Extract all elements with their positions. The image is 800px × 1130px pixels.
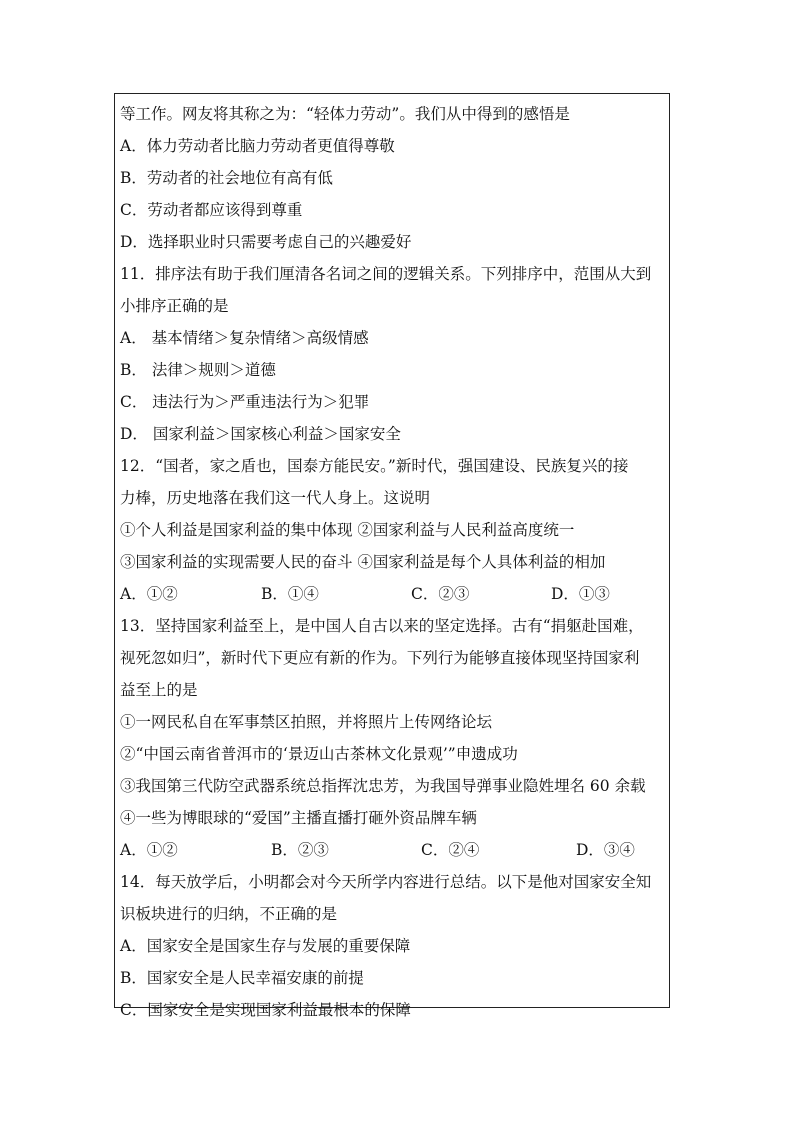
option-c: C．②④	[421, 841, 480, 859]
statement-line: ③我国第三代防空武器系统总指挥沈忠芳，为我国导弹事业隐姓埋名 60 余载	[120, 777, 646, 795]
option-c: C．②③	[411, 585, 470, 603]
option-b: B．①④	[261, 585, 319, 603]
option-a: A．①②	[120, 841, 178, 859]
statement-line: ③国家利益的实现需要人民的奋斗 ④国家利益是每个人具体利益的相加	[120, 553, 606, 571]
text-line: 等工作。网友将其称之为：“轻体力劳动”。我们从中得到的感悟是	[120, 105, 570, 123]
statement-line: ④一些为博眼球的“爱国”主播直播打砸外资品牌车辆	[120, 809, 477, 827]
question-11-stem: 小排序正确的是	[120, 297, 229, 315]
question-13-stem: 13．坚持国家利益至上，是中国人自古以来的坚定选择。古有“捐躯赴国难，	[120, 617, 644, 635]
option-line: C．国家安全是实现国家利益最根本的保障	[120, 1001, 411, 1019]
statement-line: ①一网民私自在军事禁区拍照，并将照片上传网络论坛	[120, 713, 493, 731]
option-line: D． 国家利益＞国家核心利益＞国家安全	[120, 425, 401, 443]
option-line: D．选择职业时只需要考虑自己的兴趣爱好	[120, 233, 412, 251]
question-14-stem: 识板块进行的归纳，不正确的是	[120, 905, 338, 923]
question-12-stem: 12．“国者，家之盾也，国泰方能民安。”新时代，强国建设、民族复兴的接	[120, 457, 629, 475]
option-line: C． 违法行为＞严重违法行为＞犯罪	[120, 393, 370, 411]
option-line: A． 基本情绪＞复杂情绪＞高级情感	[120, 329, 369, 347]
option-line: A．体力劳动者比脑力劳动者更值得尊敬	[120, 137, 395, 155]
option-d: D．①③	[551, 585, 610, 603]
statement-line: ①个人利益是国家利益的集中体现 ②国家利益与人民利益高度统一	[120, 521, 575, 539]
question-14-stem: 14．每天放学后，小明都会对今天所学内容进行总结。以下是他对国家安全知	[120, 873, 652, 891]
option-a: A．①②	[120, 585, 178, 603]
option-line: A．国家安全是国家生存与发展的重要保障	[120, 937, 411, 955]
option-line: B．国家安全是人民幸福安康的前提	[120, 969, 364, 987]
option-line: B． 法律＞规则＞道德	[120, 361, 276, 379]
question-12-stem: 力棒，历史地落在我们这一代人身上。这说明	[120, 489, 431, 507]
question-11-stem: 11．排序法有助于我们厘清各名词之间的逻辑关系。下列排序中，范围从大到	[120, 265, 652, 283]
option-b: B．②③	[271, 841, 329, 859]
question-13-stem: 益至上的是	[120, 681, 198, 699]
question-13-stem: 视死忽如归”，新时代下更应有新的作为。下列行为能够直接体现坚持国家利	[120, 649, 640, 667]
option-line: B．劳动者的社会地位有高有低	[120, 169, 333, 187]
option-d: D．③④	[576, 841, 635, 859]
statement-line: ②“中国云南省普洱市的‘景迈山古茶林文化景观’”申遗成功	[120, 745, 518, 763]
option-line: C．劳动者都应该得到尊重	[120, 201, 303, 219]
question-table-frame	[114, 93, 670, 1008]
